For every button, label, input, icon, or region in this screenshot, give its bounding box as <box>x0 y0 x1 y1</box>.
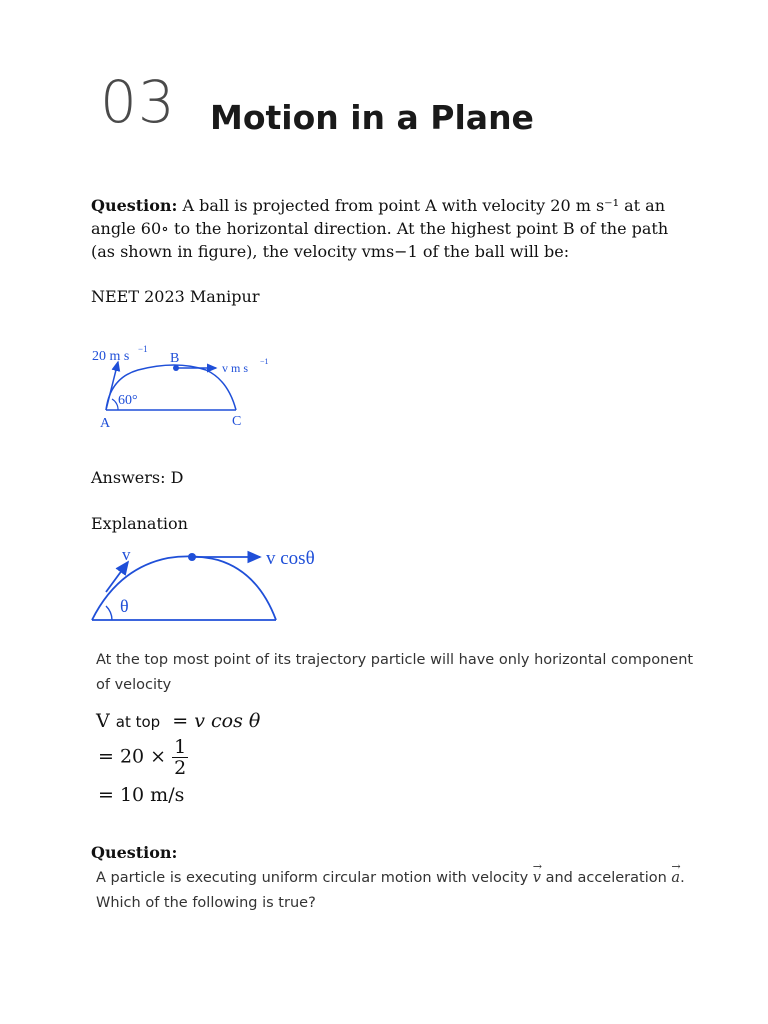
answer-line: Answers: D <box>91 468 184 487</box>
v-label: v m s <box>222 361 249 375</box>
projectile-figure-1 <box>88 340 278 435</box>
projectile-figure-2 <box>88 540 338 625</box>
q2-line2: Which of the following is true? <box>96 895 316 911</box>
velocity-vector: → v <box>533 866 541 891</box>
angle-arc <box>106 606 112 620</box>
q2-text-c: . <box>680 870 685 886</box>
fraction-half <box>172 737 188 778</box>
exam-source: NEET 2023 Manipur <box>91 287 260 306</box>
math-lhs: V <box>96 710 110 732</box>
velocity-label: 20 m s <box>92 349 130 364</box>
v-exponent: −1 <box>260 357 269 366</box>
question-2-label: Question: <box>91 843 178 862</box>
math-eq2: = 20 × <box>98 745 167 768</box>
fraction-numerator: 1 <box>174 736 187 758</box>
question-label: Question: <box>91 196 178 215</box>
v-label: v <box>122 545 131 564</box>
q2-text-a: A particle is executing uniform circular motion with velocity <box>96 870 533 886</box>
velocity-exponent: −1 <box>138 344 148 354</box>
point-b-label: B <box>170 351 180 366</box>
chapter-title: Motion in a Plane <box>210 98 534 137</box>
question-text: A ball is projected from point A with velocity 20 m s⁻¹ at an angle 60∘ to the horizontal direction. At the highest point B of the path (as shown in figure), the velocity vms−1 of the ball will be: <box>91 196 669 261</box>
math-at-top: at top <box>115 713 161 731</box>
chapter-number: 03 <box>100 68 176 136</box>
math-eq3: = 10 m/s <box>98 784 185 806</box>
point-a-label: A <box>100 416 111 431</box>
theta-label: θ <box>120 596 129 616</box>
question-1 <box>91 194 691 263</box>
explanation-paragraph: At the top most point of its trajectory particle will have only horizontal component of velocity <box>96 652 694 693</box>
vcos-label: v cosθ <box>266 548 315 569</box>
angle-label: 60° <box>118 393 138 408</box>
math-eq1: = v cos θ <box>172 710 261 732</box>
acceleration-vector: → a <box>671 866 680 891</box>
explanation-heading: Explanation <box>91 514 188 533</box>
point-c-label: C <box>232 414 242 429</box>
fraction-denominator: 2 <box>174 757 187 779</box>
q2-text-b: and acceleration <box>540 870 672 886</box>
top-point-dot <box>188 553 196 561</box>
question-2-text <box>96 866 716 916</box>
